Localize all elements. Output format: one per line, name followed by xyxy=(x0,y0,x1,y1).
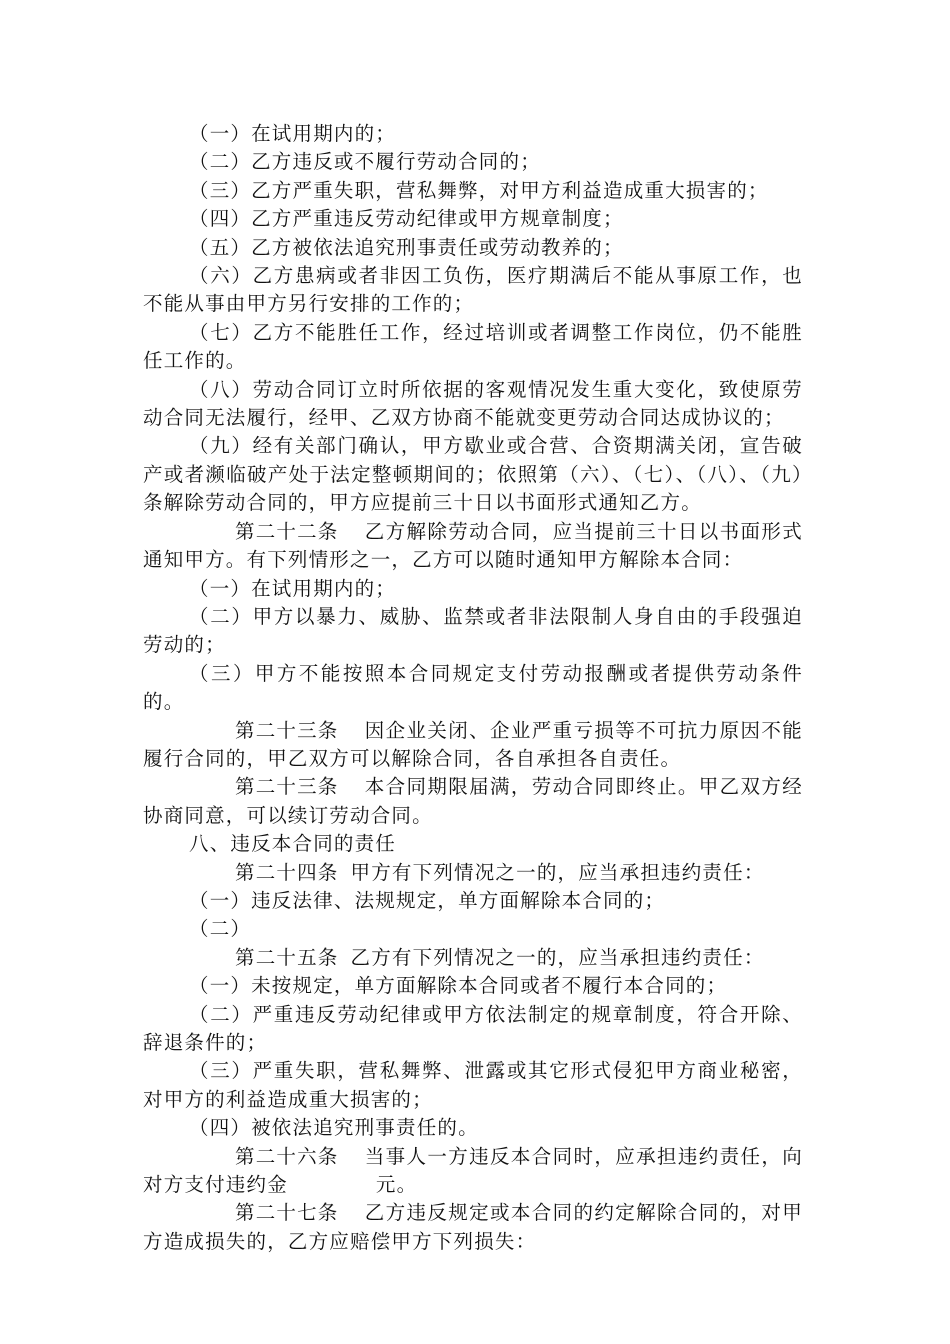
paragraph-text: （五）乙方被依法追究刑事责任或劳动教养的； xyxy=(189,235,624,259)
paragraph-text: 因企业关闭、企业严重亏损等不可抗力原因不能履行合同的，甲乙双方可以解除合同，各自承担各自责任。 xyxy=(143,718,803,770)
paragraph-text: （四）被依法追究刑事责任的。 xyxy=(189,1116,479,1140)
paragraph-text: 乙方解除劳动合同，应当提前三十日以书面形式通知甲方。有下列情形之一，乙方可以随时通知甲方解除本合同： xyxy=(143,519,803,572)
paragraph-text: 甲方有下列情况之一的，应当承担违约责任： xyxy=(350,860,765,884)
article-number: 第二十六条 xyxy=(235,1144,339,1168)
clause-item xyxy=(143,262,803,319)
paragraph-text: （一）在试用期内的； xyxy=(189,122,397,145)
paragraph-text: 八、违反本合同的责任 xyxy=(189,832,397,856)
clause-item xyxy=(143,432,803,517)
article-paragraph xyxy=(143,1143,803,1200)
paragraph-text: （四）乙方严重违反劳动纪律或甲方规章制度； xyxy=(189,207,624,231)
clause-item xyxy=(143,575,803,603)
article-number: 第二十三条 xyxy=(235,718,339,742)
clause-item xyxy=(143,376,803,433)
article-paragraph xyxy=(143,859,803,887)
paragraph-text: （三）严重失职，营私舞弊、泄露或其它形式侵犯甲方商业秘密，对甲方的利益造成重大损害的； xyxy=(143,1059,803,1111)
article-paragraph xyxy=(143,773,803,830)
clause-item xyxy=(143,148,803,176)
paragraph-text: 乙方有下列情况之一的，应当承担违约责任： xyxy=(350,945,765,969)
paragraph-text: （八）劳动合同订立时所依据的客观情况发生重大变化，致使原劳动合同无法履行，经甲、乙双方协商不能就变更劳动合同达成协议的； xyxy=(143,377,803,430)
paragraph-text: 本合同期限届满，劳动合同即终止。甲乙双方经协商同意，可以续订劳动合同。 xyxy=(143,775,803,827)
paragraph-tail: 元。 xyxy=(375,1173,418,1197)
paragraph-text: （三）乙方严重失职，营私舞弊，对甲方利益造成重大损害的； xyxy=(189,178,769,202)
clause-item xyxy=(143,1001,803,1058)
paragraph-text: （二） xyxy=(189,917,252,941)
article-paragraph xyxy=(143,1199,803,1256)
clause-item xyxy=(143,319,803,376)
article-number: 第二十五条 xyxy=(235,945,339,969)
paragraph-text: （一）违反法律、法规规定，单方面解除本合同的； xyxy=(189,888,666,912)
clause-item xyxy=(143,660,803,717)
paragraph-text: （六）乙方患病或者非因工负伤，医疗期满后不能从事原工作，也不能从事由甲方另行安排的工作的； xyxy=(143,264,803,316)
article-paragraph xyxy=(143,717,803,774)
paragraph-text: （一）在试用期内的； xyxy=(189,576,397,600)
article-paragraph xyxy=(143,944,803,972)
clause-item xyxy=(143,915,803,943)
article-number: 第二十四条 xyxy=(235,860,339,884)
clause-item xyxy=(143,234,803,262)
paragraph-text: （九）经有关部门确认，甲方歇业或合营、合资期满关闭，宣告破产或者濒临破产处于法定整顿期间的；依照第（六）、（七）、（八）、（九）条解除劳动合同的，甲方应提前三十日以书面形式通知乙方。 xyxy=(143,434,803,515)
paragraph-text: （二）严重违反劳动纪律或甲方依法制定的规章制度，符合开除、辞退条件的； xyxy=(143,1002,803,1054)
clause-item xyxy=(143,887,803,915)
clause-item xyxy=(143,603,803,660)
clause-item xyxy=(143,205,803,233)
paragraph-text: （二）乙方违反或不履行劳动合同的； xyxy=(189,150,541,174)
article-number: 第二十七条 xyxy=(235,1201,339,1225)
paragraph-text: （三）甲方不能按照本合同规定支付劳动报酬或者提供劳动条件的。 xyxy=(143,661,803,714)
paragraph-text: 乙方违反规定或本合同的约定解除合同的，对甲方造成损失的，乙方应赔偿甲方下列损失： xyxy=(143,1201,803,1253)
clause-item xyxy=(143,177,803,205)
paragraph-text: （七）乙方不能胜任工作，经过培训或者调整工作岗位，仍不能胜任工作的。 xyxy=(143,320,803,373)
clause-item xyxy=(143,972,803,1000)
clause-item xyxy=(143,1057,803,1114)
article-number: 第二十三条 xyxy=(235,775,339,799)
clause-item xyxy=(143,120,803,148)
section-heading xyxy=(143,830,803,858)
article-paragraph xyxy=(143,518,803,575)
paragraph-text: 当事人一方违反本合同时，应承担违约责任，向对方支付违约金 xyxy=(143,1144,803,1197)
document-body xyxy=(143,120,803,1256)
paragraph-text: （一）未按规定，单方面解除本合同或者不履行本合同的； xyxy=(189,974,728,998)
paragraph-text: （二）甲方以暴力、威胁、监禁或者非法限制人身自由的手段强迫劳动的； xyxy=(143,604,803,657)
article-number: 第二十二条 xyxy=(235,519,339,543)
clause-item xyxy=(143,1114,803,1142)
